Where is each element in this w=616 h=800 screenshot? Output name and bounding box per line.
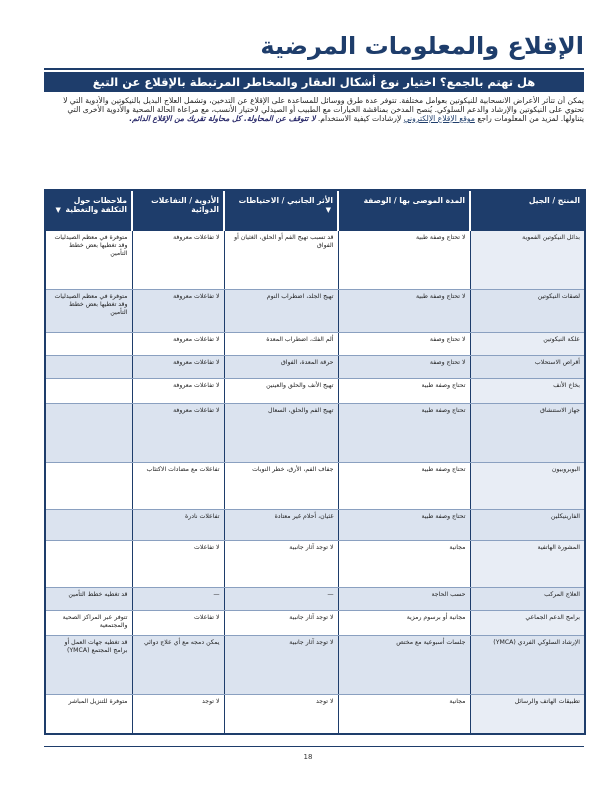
table-cell: لا تفاعلات معروفة: [132, 290, 224, 333]
table-cell: [46, 404, 132, 463]
table-cell: لا توجد: [132, 695, 224, 736]
comparison-table: [44, 189, 586, 735]
table-cell: تهيج الأنف والحلق والعينين: [224, 379, 338, 404]
table-cell: تحتاج وصفة طبية: [338, 510, 470, 541]
table-cell: حرقة المعدة، الفواق: [224, 356, 338, 379]
table-cell: تطبيقات الهاتف والرسائل: [470, 695, 584, 736]
section-banner: هل تهتم بالجمع؟ اختيار نوع أشكال العقار والمخاطر المرتبطة بالإقلاع عن التبغ: [44, 72, 584, 92]
intro-text-2: يُنصح المدخن بمناقشة الخيارات مع الطبيب أو الصيدلي لاختيار الأنسب، مع مراعاة الحالة الصحية والأدوية الأخرى التي يتناولها. لمزيد من المعلومات راجع: [67, 105, 584, 123]
table-cell: لا تفاعلات معروفة: [132, 231, 224, 290]
table-cell: الإرشاد السلوكي الفردي (YMCA): [470, 636, 584, 695]
table-cell: متوفرة في معظم الصيدليات وقد تغطيها بعض خطط التأمين: [46, 231, 132, 290]
table-cell: جفاف الفم، الأرق، خطر النوبات: [224, 463, 338, 510]
table-row: [46, 356, 584, 379]
table-cell: متوفرة في معظم الصيدليات وقد تغطيها بعض خطط التأمين: [46, 290, 132, 333]
table-row: [46, 231, 584, 290]
table-cell: تتوفر عبر المراكز الصحية والمجتمعية: [46, 611, 132, 636]
dropdown-arrow-icon: ▼: [55, 206, 61, 214]
table-cell: لصقات النيكوتين: [470, 290, 584, 333]
table-cell: لا تحتاج وصفة: [338, 333, 470, 356]
table-cell: لا توجد آثار جانبية: [224, 636, 338, 695]
table-cell: [46, 541, 132, 588]
header-cost[interactable]: ملاحظات حول التكلفة والتغطية ▼: [46, 191, 132, 231]
table-cell: بدائل النيكوتين الفموية: [470, 231, 584, 290]
table-cell: أقراص الاستحلاب: [470, 356, 584, 379]
page-number: 18: [303, 753, 313, 761]
table-cell: [46, 510, 132, 541]
table-cell: قد تسبب تهيج الفم أو الحلق، الغثيان أو الفواق: [224, 231, 338, 290]
table-cell: تفاعلات نادرة: [132, 510, 224, 541]
table-cell: تحتاج وصفة طبية: [338, 404, 470, 463]
table-cell: لا تفاعلات معروفة: [132, 404, 224, 463]
intro-paragraph: [44, 96, 584, 178]
footer-rule: [44, 746, 584, 747]
table-cell: تحتاج وصفة طبية: [338, 463, 470, 510]
table-cell: علكة النيكوتين: [470, 333, 584, 356]
table-row: [46, 695, 584, 736]
table-row: [46, 510, 584, 541]
table-cell: ألم الفك، اضطراب المعدة: [224, 333, 338, 356]
table-cell: متوفرة للتنزيل المباشر: [46, 695, 132, 736]
dropdown-arrow-icon: ▼: [325, 206, 331, 214]
table-cell: تفاعلات مع مضادات الاكتئاب: [132, 463, 224, 510]
intro-text-1: يمكن أن تتأثر الأعراض الانسحابية للنيكوتين بعوامل مختلفة. تتوفر عدة طرق ووسائل للمساعدة على الإقلاع عن التدخين، وتشمل العلاج البديل بالنيكوتين والأدوية التي لا تحتوي على النيكوتين والإرشاد والدعم السلوكي.: [63, 96, 584, 114]
table-cell: لا تفاعلات معروفة: [132, 379, 224, 404]
table-cell: العلاج المركب: [470, 588, 584, 611]
table-cell: تهيج الفم والحلق، السعال: [224, 404, 338, 463]
title-area: [44, 30, 584, 68]
table-row: [46, 636, 584, 695]
header-side-effects[interactable]: الأثر الجانبي / الاحتياطات ▼: [224, 191, 338, 231]
table-header-row: [46, 191, 584, 231]
table-cell: مجانية أو برسوم رمزية: [338, 611, 470, 636]
table-cell: —: [224, 588, 338, 611]
table-row: [46, 541, 584, 588]
table-cell: البوبروبيون: [470, 463, 584, 510]
table-cell: مجانية: [338, 541, 470, 588]
table-cell: لا تفاعلات معروفة: [132, 356, 224, 379]
table-cell: لا توجد آثار جانبية: [224, 611, 338, 636]
table-cell: لا توجد: [224, 695, 338, 736]
intro-emphasis: لا تتوقف عن المحاولة. كل محاولة تقربك من الإقلاع الدائم.: [129, 114, 316, 123]
header-product: المنتج / الجيل: [470, 191, 584, 231]
table-row: [46, 404, 584, 463]
table-cell: قد تغطيه خطط التأمين: [46, 588, 132, 611]
table-cell: المشورة الهاتفية: [470, 541, 584, 588]
table-cell: برامج الدعم الجماعي: [470, 611, 584, 636]
table-cell: تحتاج وصفة طبية: [338, 379, 470, 404]
table-cell: [46, 333, 132, 356]
intro-text-3: لإرشادات كيفية الاستخدام.: [317, 114, 402, 123]
table-cell: لا تحتاج وصفة: [338, 356, 470, 379]
table-cell: لا تفاعلات: [132, 611, 224, 636]
table-cell: لا تفاعلات: [132, 541, 224, 588]
table-row: [46, 333, 584, 356]
table-row: [46, 463, 584, 510]
table-cell: مجانية: [338, 695, 470, 736]
table-cell: الفارينيكلين: [470, 510, 584, 541]
page-title: الإقلاع والمعلومات المرضية: [260, 32, 584, 60]
table-cell: قد تغطيه جهات العمل أو برامج المجتمع (YMCA): [46, 636, 132, 695]
table-cell: غثيان، أحلام غير معتادة: [224, 510, 338, 541]
table-cell: —: [132, 588, 224, 611]
table-cell: جهاز الاستنشاق: [470, 404, 584, 463]
table-cell: [46, 379, 132, 404]
table-cell: حسب الحاجة: [338, 588, 470, 611]
header-interactions: الأدوية / التفاعلات الدوائية: [132, 191, 224, 231]
table-cell: لا تحتاج وصفة طبية: [338, 290, 470, 333]
table-row: [46, 379, 584, 404]
table-cell: [46, 356, 132, 379]
table-cell: بخاخ الأنف: [470, 379, 584, 404]
table-row: [46, 290, 584, 333]
table-cell: تهيج الجلد، اضطراب النوم: [224, 290, 338, 333]
table-cell: لا تفاعلات معروفة: [132, 333, 224, 356]
table-cell: لا تحتاج وصفة طبية: [338, 231, 470, 290]
table-row: [46, 611, 584, 636]
table-cell: يمكن دمجه مع أي علاج دوائي: [132, 636, 224, 695]
table-cell: جلسات أسبوعية مع مختص: [338, 636, 470, 695]
intro-link[interactable]: موقع الإقلاع الإلكتروني: [403, 114, 475, 123]
table-cell: لا توجد آثار جانبية: [224, 541, 338, 588]
title-rule: [44, 68, 584, 70]
table-row: [46, 588, 584, 611]
header-prescription: المدة الموصى بها / الوصفة: [338, 191, 470, 231]
table-cell: [46, 463, 132, 510]
